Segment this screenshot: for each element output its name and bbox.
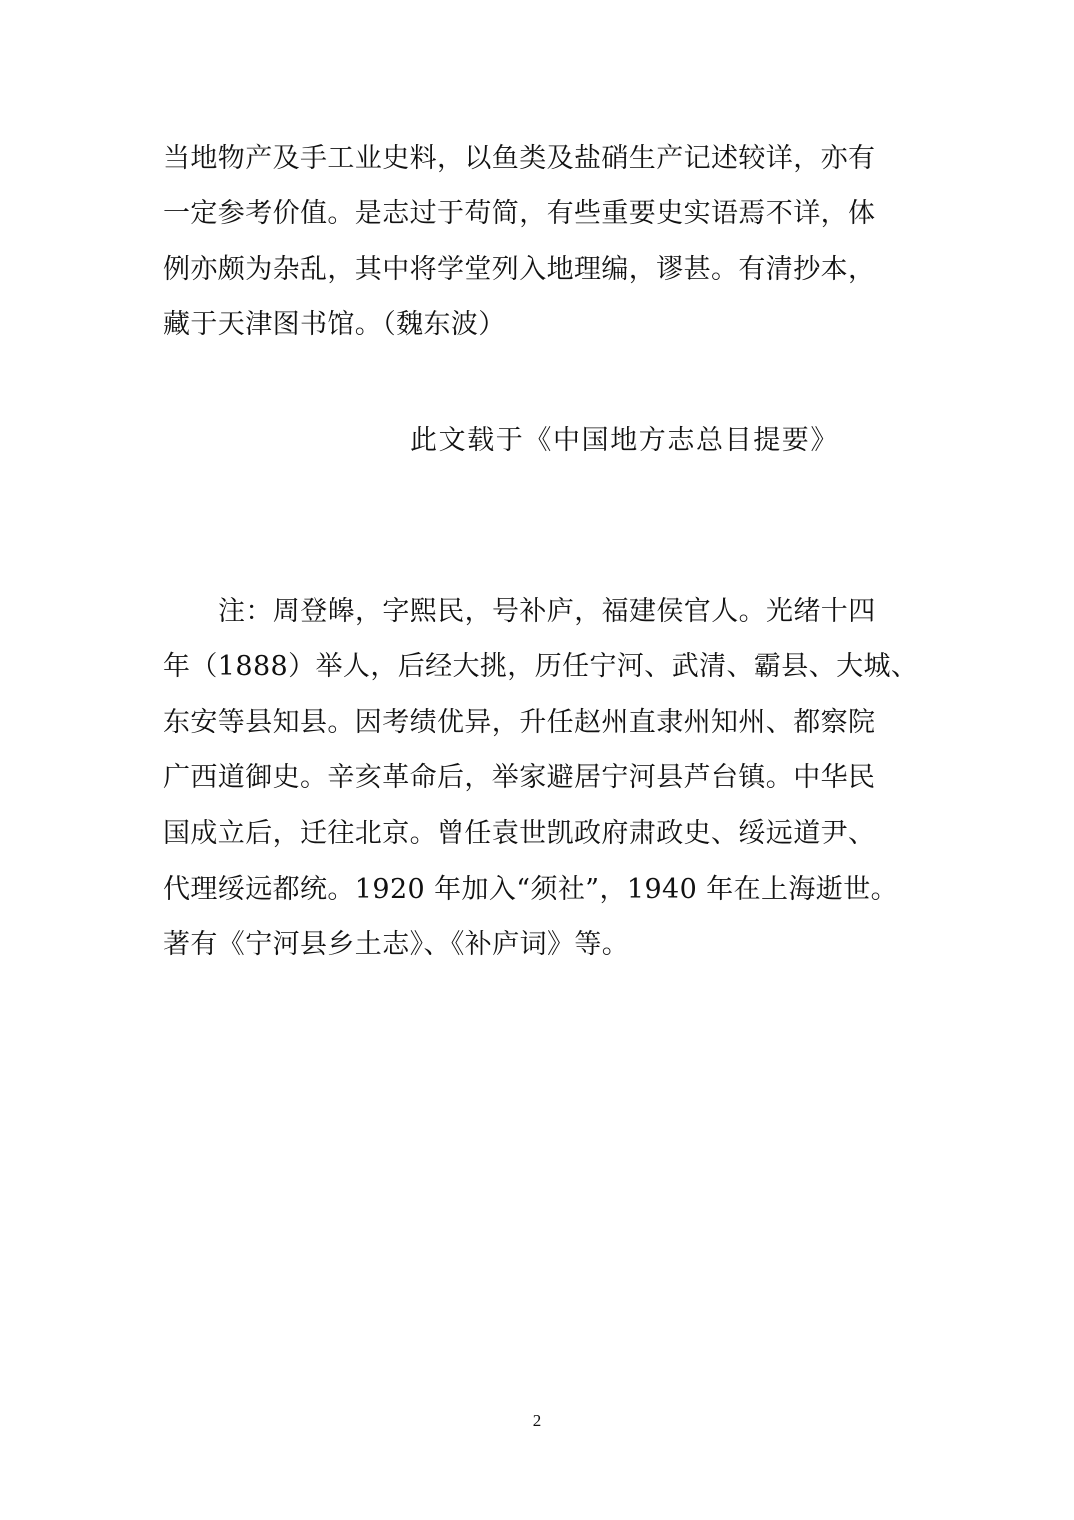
text-line: 广西道御史。辛亥革命后，举家避居宁河县芦台镇。中华民 — [163, 762, 876, 793]
text-line: 例亦颇为杂乱，其中将学堂列入地理编，谬甚。有清抄本， — [163, 254, 876, 285]
text-line: 著有《宁河县乡土志》、《补庐词》等。 — [163, 929, 630, 960]
source-citation: 此文载于《中国地方志总目提要》 — [410, 425, 839, 456]
text-line: 东安等县知县。因考绩优异，升任赵州直隶州知州、都察院 — [163, 707, 876, 738]
text-line: 代理绥远都统。1920 年加入“须社”，1940 年在上海逝世。 — [163, 874, 898, 905]
text-line: 国成立后，迁往北京。曾任袁世凯政府肃政史、绥远道尹、 — [163, 818, 876, 849]
text-line: 注：周登皞，字熙民，号补庐，福建侯官人。光绪十四 — [218, 596, 876, 627]
text-line: 当地物产及手工业史料，以鱼类及盐硝生产记述较详，亦有 — [163, 143, 876, 174]
page-number: 2 — [532, 1411, 542, 1430]
text-line: 一定参考价值。是志过于苟简，有些重要史实语焉不详，体 — [163, 198, 876, 229]
text-line: 藏于天津图书馆。（魏东波） — [163, 309, 506, 340]
text-line: 年（1888）举人，后经大挑，历任宁河、武清、霸县、大城、 — [163, 651, 919, 682]
